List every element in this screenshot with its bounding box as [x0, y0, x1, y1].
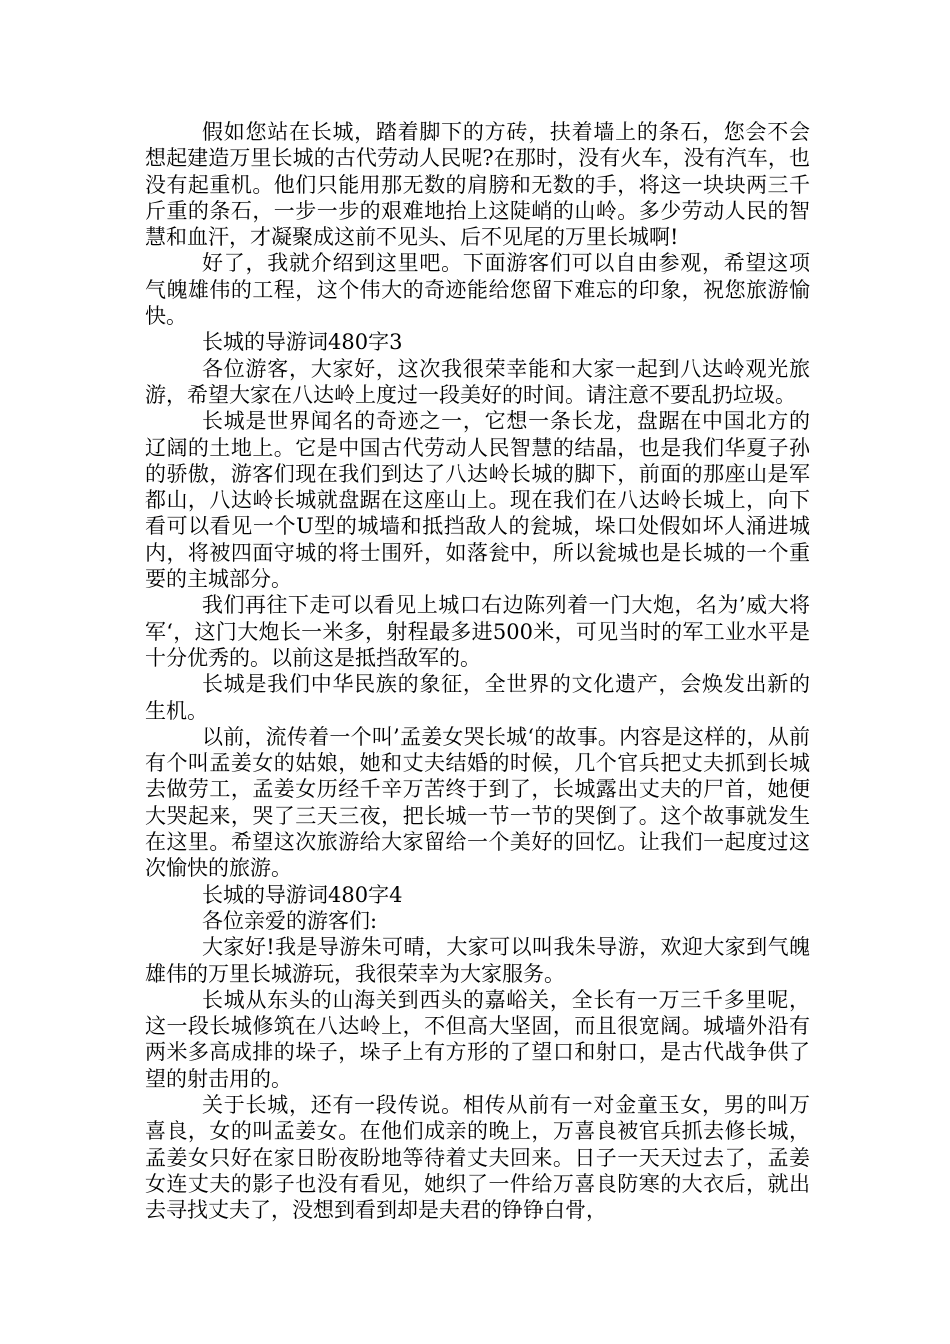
- paragraph: 我们再往下走可以看见上城口右边陈列着一门大炮，名为’威大将军‘，这门大炮长一米多，射程最多进500米，可见当时的军工业水平是十分优秀的。以前这是抵挡敌军的。: [145, 593, 810, 670]
- paragraph: 假如您站在长城，踏着脚下的方砖，扶着墙上的条石，您会不会想起建造万里长城的古代劳动人民呢?在那时，没有火车，没有汽车，也没有起重机。他们只能用那无数的肩膀和无数的手，将这一块块两三千斤重的条石，一步一步的艰难地抬上这陡峭的山岭。多少劳动人民的智慧和血汗，才凝聚成这前不见头、后不见尾的万里长城啊!: [145, 120, 810, 250]
- paragraph: 大家好!我是导游朱可晴，大家可以叫我朱导游，欢迎大家到气魄雄伟的万里长城游玩，我很荣幸为大家服务。: [145, 935, 810, 986]
- paragraph: 关于长城，还有一段传说。相传从前有一对金童玉女，男的叫万喜良，女的叫孟姜女。在他们成亲的晚上，万喜良被官兵抓去修长城，孟姜女只好在家日盼夜盼地等待着丈夫回来。日子一天天过去了，孟姜女连丈夫的影子也没有看见，她织了一件给万喜良防寒的大衣后，就出去寻找丈夫了，没想到看到却是夫君的铮铮白骨，: [145, 1092, 810, 1223]
- paragraph: 各位游客，大家好，这次我很荣幸能和大家一起到八达岭观光旅游，希望大家在八达岭上度过一段美好的时间。请注意不要乱扔垃圾。: [145, 356, 810, 407]
- paragraph: 长城是世界闻名的奇迹之一，它想一条长龙，盘踞在中国北方的辽阔的土地上。它是中国古代劳动人民智慧的结晶，也是我们华夏子孙的骄傲，游客们现在我们到达了八达岭长城的脚下，前面的那座山是军都山，八达岭长城就盘踞在这座山上。现在我们在八达岭长城上，向下看可以看见一个U型的城墙和抵挡敌人的瓮城，垛口处假如坏人涌进城内，将被四面守城的将士围歼，如落瓮中，所以瓮城也是长城的一个重要的主城部分。: [145, 409, 810, 592]
- greeting: 各位亲爱的游客们:: [202, 908, 378, 933]
- paragraph: 以前，流传着一个叫’孟姜女哭长城‘的故事。内容是这样的，从前有个叫孟姜女的姑娘，她和丈夫结婚的时候，几个官兵把丈夫抓到长城去做劳工，孟姜女历经千辛万苦终于到了，长城露出丈夫的尸首，她便大哭起来，哭了三天三夜，把长城一节一节的哭倒了。这个故事就发生在这里。希望这次旅游给大家留给一个美好的回忆。让我们一起度过这次愉快的旅游。: [145, 724, 810, 881]
- paragraph: 长城是我们中华民族的象征，全世界的文化遗产，会焕发出新的生机。: [145, 672, 810, 723]
- section-heading: 长城的导游词480字4: [202, 882, 403, 907]
- paragraph: 长城从东头的山海关到西头的嘉峪关，全长有一万三千多里呢，这一段长城修筑在八达岭上，不但高大坚固，而且很宽阔。城墙外沿有两米多高成排的垛子，垛子上有方形的了望口和射口，是古代战争供了望的射击用的。: [145, 987, 810, 1091]
- section-heading: 长城的导游词480字3: [202, 330, 403, 355]
- document-body: [145, 119, 810, 1223]
- paragraph: 好了，我就介绍到这里吧。下面游客们可以自由参观，希望这项气魄雄伟的工程，这个伟大的奇迹能给您留下难忘的印象，祝您旅游愉快。: [145, 251, 810, 329]
